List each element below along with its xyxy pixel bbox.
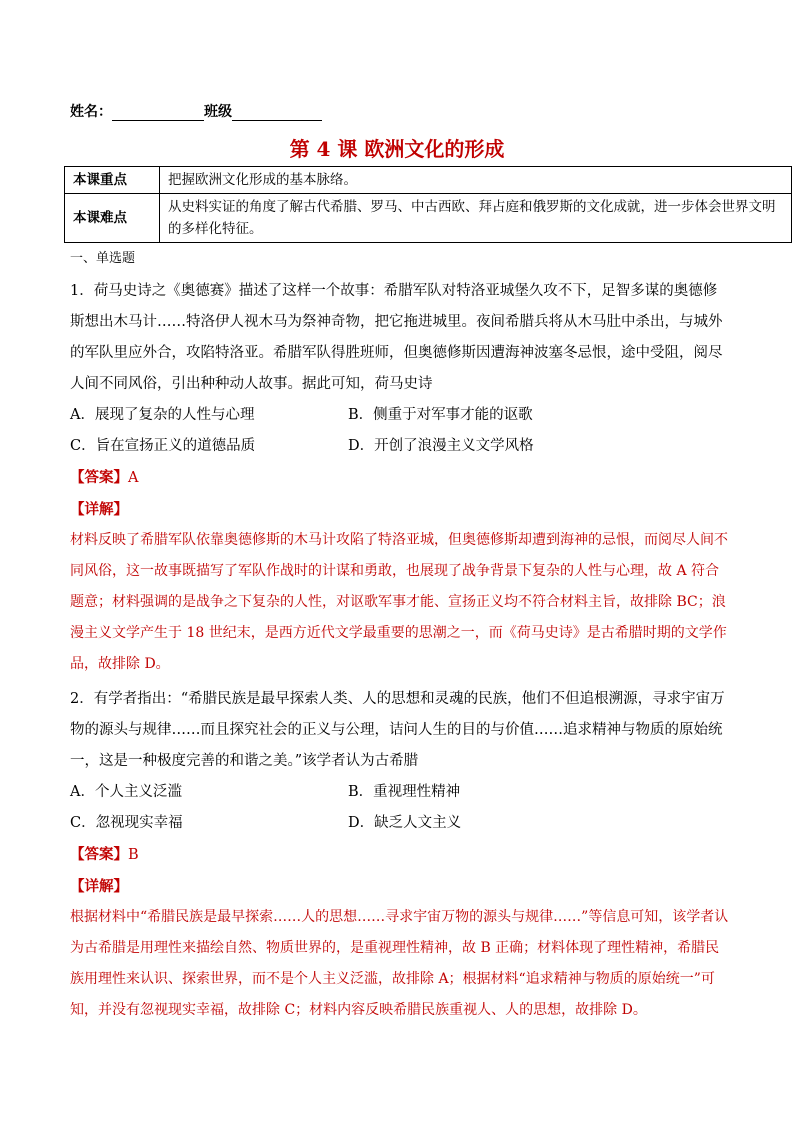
option-d: D．开创了浪漫主义文学风格 bbox=[348, 438, 534, 454]
answer-value: B bbox=[128, 847, 139, 863]
answer-label: 【答案】 bbox=[70, 846, 128, 863]
option-a: A．展现了复杂的人性与心理 bbox=[70, 407, 255, 423]
answer-line bbox=[70, 462, 730, 494]
difficulty-text: 从史料实证的角度了解古代希腊、罗马、中古西欧、拜占庭和俄罗斯的文化成就，进一步体会世界文明的多样化特征。 bbox=[160, 194, 792, 243]
detail-text: 材料反映了希腊军队依靠奥德修斯的木马计攻陷了特洛亚城，但奥德修斯却遭到海神的忌恨，而阅尽人间不同风俗，这一故事既描写了军队作战时的计谋和勇敢，也展现了战争背景下复杂的人性与心理，故 A 符合题意；材料强调的是战争之下复杂的人性，对讴歌军事才能、宣扬正义均不符合材料主旨，故排除 BC；浪漫主义文学产生于 18 世纪末，是西方近代文学最重要的思潮之一，而《荷马史诗》是古希腊时期的文学作品，故排除 D。 bbox=[70, 532, 728, 672]
key-table-row bbox=[65, 194, 792, 243]
difficulty-label: 本课难点 bbox=[65, 194, 160, 243]
key-point-text: 把握欧洲文化形成的基本脉络。 bbox=[160, 167, 792, 194]
name-label: 姓名： bbox=[70, 104, 112, 120]
answer-value: A bbox=[128, 470, 139, 486]
question-content bbox=[70, 246, 730, 1026]
answer-label: 【答案】 bbox=[70, 469, 128, 486]
detail-label: 【详解】 bbox=[70, 501, 128, 518]
question-stem: 2．有学者指出：“希腊民族是最早探索人类、人的思想和灵魂的民族，他们不但追根溯源，寻求宇宙万物的源头与规律……而且探究社会的正义与公理，诘问人生的目的与价值……追求精神与物质的原始统一，这是一种极度完善的和谐之美。”该学者认为古希腊 bbox=[70, 691, 725, 769]
name-class-line bbox=[70, 101, 322, 121]
key-point-label: 本课重点 bbox=[65, 167, 160, 194]
question-stem: 1．荷马史诗之《奥德赛》描述了这样一个故事：希腊军队对特洛亚城堡久攻不下，足智多谋的奥德修斯想出木马计……特洛伊人视木马为祭神奇物，把它拖进城里。夜间希腊兵将从木马肚中杀出，与城外的军队里应外合，攻陷特洛亚。希腊军队得胜班师，但奥德修斯因遭海神波塞冬忌恨，途中受阻，阅尽人间不同风俗，引出种种动人故事。据此可知，荷马史诗 bbox=[70, 283, 723, 392]
class-label: 班级 bbox=[204, 104, 232, 120]
key-table-row bbox=[65, 167, 792, 194]
lesson-key-table bbox=[64, 166, 792, 243]
question-2 bbox=[70, 684, 730, 1026]
detail-label: 【详解】 bbox=[70, 878, 128, 895]
name-blank bbox=[112, 106, 204, 121]
answer-line bbox=[70, 839, 730, 871]
option-c: C．忽视现实幸福 bbox=[70, 815, 183, 831]
class-blank bbox=[232, 106, 322, 121]
lesson-title: 第 4 课 欧洲文化的形成 bbox=[289, 137, 505, 161]
option-a: A．个人主义泛滥 bbox=[70, 784, 182, 800]
option-c: C．旨在宣扬正义的道德品质 bbox=[70, 438, 256, 454]
detail-text: 根据材料中“希腊民族是最早探索……人的思想……寻求宇宙万物的源头与规律……”等信息可知，该学者认为古希腊是用理性来描绘自然、物质世界的，是重视理性精神，故 B 正确；材料体现了理性精神，希腊民族用理性来认识、探索世界，而不是个人主义泛滥，故排除 A；根据材料“追求精神与物质的原始统一”可知，并没有忽视现实幸福，故排除 C；材料内容反映希腊民族重视人、人的思想，故排除 D。 bbox=[70, 909, 729, 1018]
section-title: 一、单选题 bbox=[70, 251, 136, 266]
option-b: B．侧重于对军事才能的讴歌 bbox=[348, 407, 533, 423]
question-1 bbox=[70, 276, 730, 680]
option-b: B．重视理性精神 bbox=[348, 784, 461, 800]
option-d: D．缺乏人文主义 bbox=[348, 815, 462, 831]
question-options bbox=[70, 400, 730, 462]
question-options bbox=[70, 777, 730, 839]
